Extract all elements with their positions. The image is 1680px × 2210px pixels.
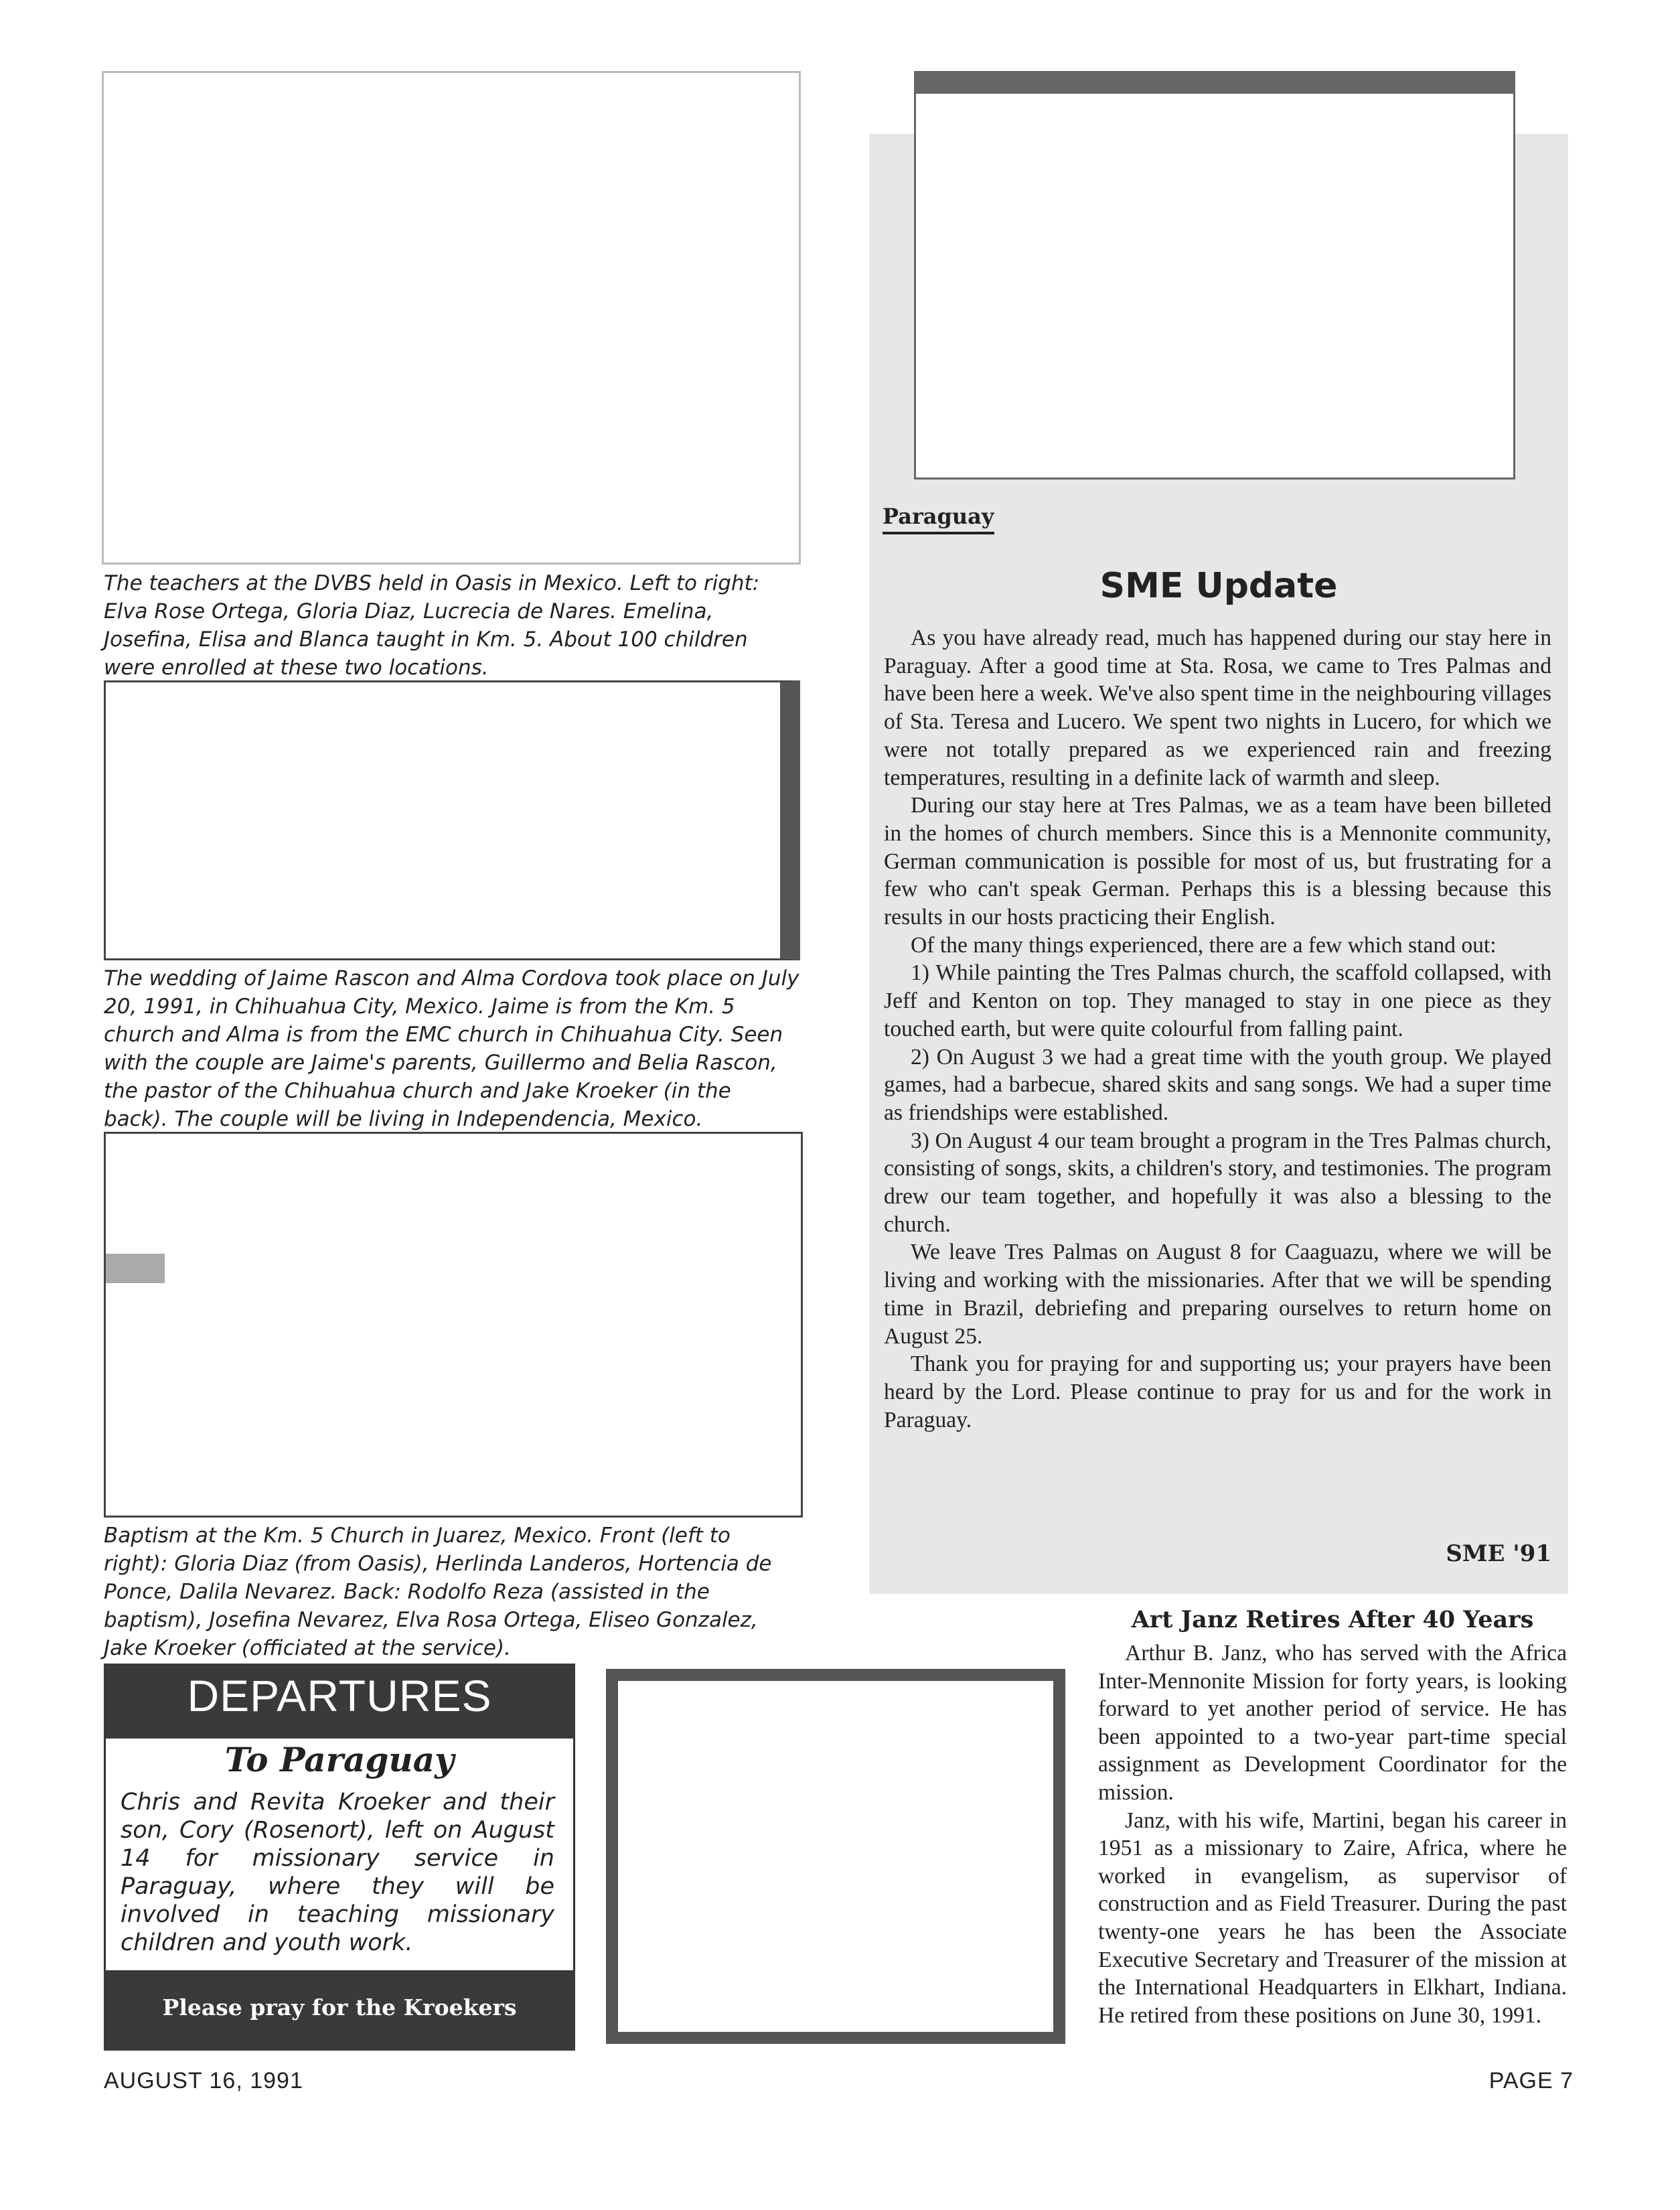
departures-footer: Please pray for the Kroekers [162, 1994, 517, 2020]
sme-paragraph: Thank you for praying for and supporting us; your prayers have been heard by the Lord. Please continue to pray for us and for the work in Paraguay. [884, 1351, 1551, 1432]
sme-paragraph: Of the many things experienced, there are a few which stand out: [911, 932, 1497, 958]
sme-team-photo [914, 71, 1515, 480]
art-paragraph: Arthur B. Janz, who has served with the Africa Inter-Mennonite Mission for forty years, is looking forward to yet another period of service. He has been appointed to a two-year part-time special assignment as Development Coordinator for the mission. [1098, 1641, 1567, 1805]
departures-title: DEPARTURES [187, 1671, 492, 1720]
wedding-photo [104, 680, 800, 960]
wedding-caption: The wedding of Jaime Rascon and Alma Cordova took place on July 20, 1991, in Chihuahua City, Mexico. Jaime is from the Km. 5 church and Alma is from the EMC church in Chihuahua City. Seen with the couple are Jaime's parents, Guillermo and Belia Rascon, the pastor of the Chihuahua church and Jake Kroeker (in the back). The couple will be living in Independencia, Mexico. [104, 966, 799, 1131]
kroeker-family-photo [606, 1669, 1065, 2044]
art-janz-body [1098, 1639, 1567, 2029]
sme-update-title: SME Update [1099, 566, 1338, 606]
dvbs-caption: The teachers at the DVBS held in Oasis in Mexico. Left to right: Elva Rose Ortega, Gloria Diaz, Lucrecia de Nares. Emelina, Josefina, Elisa and Blanca taught in Km. 5. About 100 children were enrolled at these two locations. [104, 571, 760, 680]
art-janz-title: Art Janz Retires After 40 Years [1131, 1606, 1534, 1633]
issue-date: AUGUST 16, 1991 [104, 2068, 303, 2093]
sme-paragraph: During our stay here at Tres Palmas, we as a team have been billeted in the homes of church members. Since this is a Mennonite community, German communication is possible for most of us, but frustrating for a few who can't speak German. Perhaps this is a blessing because this results in our hosts practicing their English. [884, 793, 1551, 930]
baptism-photo [104, 1132, 803, 1518]
page-number: PAGE 7 [1488, 2068, 1574, 2093]
sme-paragraph: 1) While painting the Tres Palmas church, the scaffold collapsed, with Jeff and Kenton on top. They managed to stay in one piece as they touched earth, but were quite colourful from falling paint. [884, 960, 1551, 1041]
departures-subtitle: To Paraguay [224, 1740, 455, 1779]
baptism-photo-shade [106, 1254, 165, 1283]
sme-paragraph: 2) On August 3 we had a great time with the youth group. We played games, had a barbecue, shared skits and sang songs. We had a super time as friendships were established. [884, 1044, 1551, 1125]
dvbs-teachers-photo [102, 71, 801, 565]
baptism-caption: Baptism at the Km. 5 Church in Juarez, Mexico. Front (left to right): Gloria Diaz (from Oasis), Herlinda Landeros, Hortencia de Ponce, Dalila Nevarez. Back: Rodolfo Reza (assisted in the baptism), Josefina Nevarez, Elva Rosa Ortega, Eliseo Gonzalez, Jake Kroeker (officiated at the service). [104, 1524, 772, 1660]
sme-paragraph: 3) On August 4 our team brought a program in the Tres Palmas church, consisting of songs, skits, a children's story, and testimonies. The program drew our team together, and hopefully it was also a blessing to the church. [884, 1128, 1551, 1237]
sme-paragraph: We leave Tres Palmas on August 8 for Caaguazu, where we will be living and working with the missionaries. After that we will be spending time in Brazil, debriefing and preparing ourselves to return home on August 25. [884, 1240, 1551, 1349]
sme-update-body [884, 624, 1551, 1434]
section-label-paraguay: Paraguay [883, 504, 994, 534]
sme-paragraph: As you have already read, much has happened during our stay here in Paraguay. After a good time at Sta. Rosa, we came to Tres Palmas and have been here a week. We've also spent time in the neighbouring villages of Sta. Teresa and Lucero. We spent two nights in Lucero, for which we were not totally prepared as we experienced rain and freezing temperatures, resulting in a definite lack of warmth and sleep. [884, 625, 1551, 790]
art-paragraph: Janz, with his wife, Martini, began his career in 1951 as a missionary to Zaire, Africa, where he worked in evangelism, as supervisor of construction and as Field Treasurer. During the past twenty-one years he has been the Associate Executive Secretary and Treasurer of the mission at the International Headquarters in Elkhart, Indiana. He retired from these positions on June 30, 1991. [1098, 1808, 1567, 2028]
departures-body: Chris and Revita Kroeker and their son, Cory (Rosenort), left on August 14 for missionary service in Paraguay, where they will be involved in teaching missionary children and youth work. [121, 1789, 554, 1956]
sme-signature: SME '91 [1446, 1540, 1551, 1567]
